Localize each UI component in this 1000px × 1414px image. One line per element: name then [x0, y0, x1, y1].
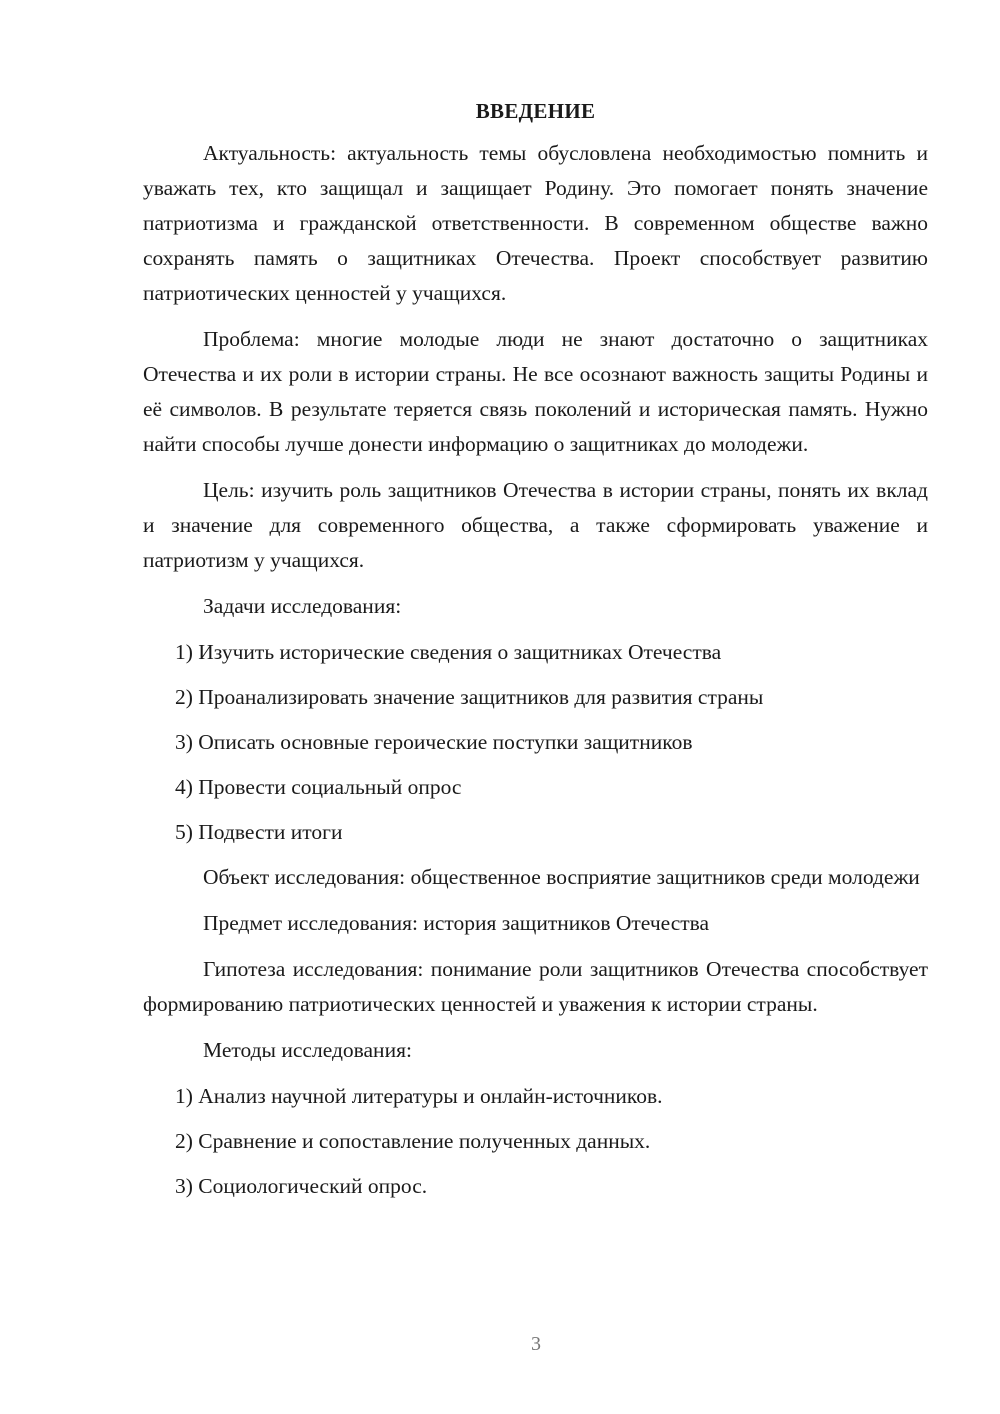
- problem-paragraph: Проблема: многие молодые люди не знают достаточно о защитниках Отечества и их роли в истории страны. Не все осознают важность защиты Родины и её символов. В результате теряется связь поколений и историческая память. Нужно найти способы лучше донести информацию о защитниках до молодежи.: [143, 327, 928, 456]
- object-paragraph: Объект исследования: общественное восприятие защитников среди молодежи: [203, 865, 920, 889]
- page-number: 3: [531, 1333, 541, 1355]
- task-item: 2) Проанализировать значение защитников для развития страны: [175, 685, 764, 709]
- hypothesis-paragraph: Гипотеза исследования: понимание роли защитников Отечества способствует формированию патриотических ценностей и уважения к истории страны.: [143, 957, 928, 1016]
- page-content: [143, 96, 928, 1214]
- task-item: 1) Изучить исторические сведения о защитниках Отечества: [175, 640, 722, 664]
- method-item: 3) Социологический опрос.: [175, 1174, 428, 1198]
- task-item: 4) Провести социальный опрос: [175, 775, 462, 799]
- relevance-paragraph: Актуальность: актуальность темы обусловлена необходимостью помнить и уважать тех, кто защищал и защищает Родину. Это помогает понять значение патриотизма и гражданской ответственности. В современном обществе важно сохранять память о защитниках Отечества. Проект способствует развитию патриотических ценностей у учащихся.: [143, 141, 928, 305]
- goal-paragraph: Цель: изучить роль защитников Отечества в истории страны, понять их вклад и значение для современного общества, а также сформировать уважение и патриотизм у учащихся.: [143, 478, 928, 572]
- subject-paragraph: Предмет исследования: история защитников Отечества: [203, 911, 710, 935]
- task-item: 5) Подвести итоги: [175, 820, 343, 844]
- method-item: 1) Анализ научной литературы и онлайн-источников.: [175, 1084, 663, 1108]
- tasks-title: Задачи исследования:: [203, 594, 402, 618]
- section-heading: ВВЕДЕНИЕ: [475, 99, 596, 123]
- methods-title: Методы исследования:: [203, 1038, 412, 1062]
- method-item: 2) Сравнение и сопоставление полученных данных.: [175, 1129, 651, 1153]
- task-item: 3) Описать основные героические поступки защитников: [175, 730, 693, 754]
